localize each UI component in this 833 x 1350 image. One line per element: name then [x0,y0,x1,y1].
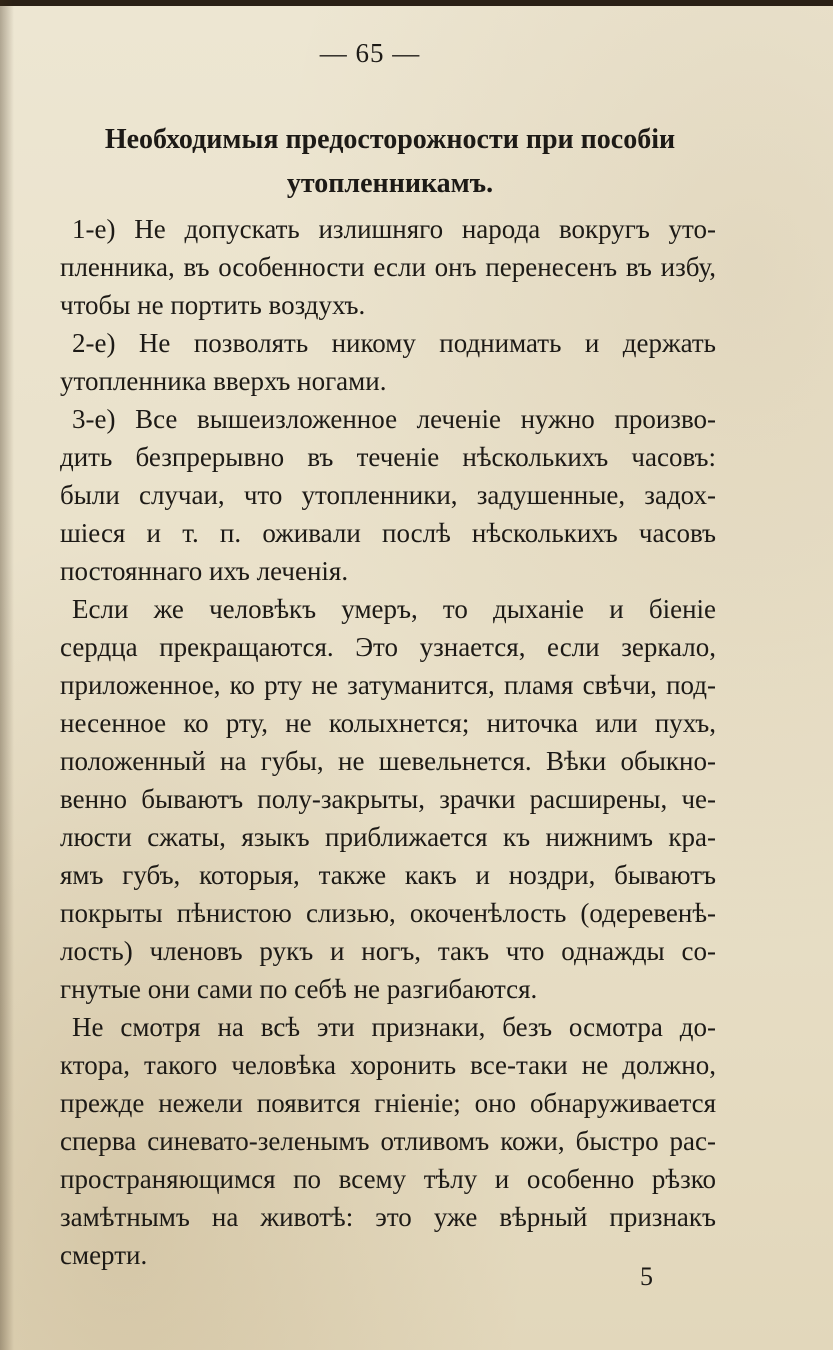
text-line: прежде нежели появится гніеніе; оно обнаруживается [60,1088,716,1118]
text-line: лость) членовъ рукъ и ногъ, такъ что однажды со- [60,936,716,966]
text-line: пространяющимся по всему тѣлу и особенно рѣзко [60,1164,716,1194]
text-line: венно бываютъ полу-закрыты, зрачки расширены, че- [60,784,716,814]
page-number: — 65 — [319,38,421,68]
text-line: постояннаго ихъ леченія. [60,556,349,586]
heading-line-1: Необходимыя предосторожности при пособіи [104,124,676,155]
text-line: утопленника вверхъ ногами. [60,366,387,396]
body-text [60,210,716,1274]
section-heading [40,118,740,206]
text-line: положенный на губы, не шевельнется. Вѣки обыкно- [60,746,716,776]
text-line: 3-е) Все вышеизложенное леченіе нужно произво- [72,404,716,434]
text-line: были случаи, что утопленники, задушенные, задох- [60,480,716,510]
text-line: сперва синевато-зеленымъ отливомъ кожи, быстро рас- [60,1126,716,1156]
text-line: гнутые они сами по себѣ не разгибаются. [60,974,538,1004]
text-line: пленника, въ особенности если онъ перенесенъ въ избу, [60,252,716,282]
text-line: ямъ губъ, которыя, также какъ и ноздри, бываютъ [60,860,716,890]
text-line: покрыты пѣнистою слизью, окоченѣлость (одеревенѣ- [60,898,716,928]
text-line: шіеся и т. п. оживали послѣ нѣсколькихъ часовъ [60,518,716,548]
text-line: ктора, такого человѣка хоронить все-таки не должно, [60,1050,716,1080]
text-line: Не смотря на всѣ эти признаки, безъ осмотра до- [72,1012,716,1042]
text-line: дить безпрерывно въ теченіе нѣсколькихъ часовъ: [60,442,716,472]
text-line: Если же человѣкъ умеръ, то дыханіе и біеніе [72,594,716,624]
text-line: чтобы не портить воздухъ. [60,290,366,320]
text-line: несенное ко рту, не колыхнется; ниточка или пухъ, [60,708,716,738]
text-line: приложенное, ко рту не затуманится, пламя свѣчи, под- [60,670,716,700]
text-line: смерти. [60,1240,148,1270]
text-line: люсти сжаты, языкъ приближается къ нижнимъ кра- [60,822,716,852]
spine-shadow [0,0,14,1350]
text-line: замѣтнымъ на животѣ: это уже вѣрный признакъ [60,1202,716,1232]
text-line: 2-е) Не позволять никому поднимать и держать [72,328,716,358]
text-line: 1-е) Не допускать излишняго народа вокругъ уто- [72,214,716,244]
text-line: сердца прекращаются. Это узнается, если зеркало, [60,632,716,662]
page-top-edge [0,0,833,6]
heading-line-2: утопленникамъ. [286,168,494,199]
signature-mark: 5 [640,1262,653,1291]
